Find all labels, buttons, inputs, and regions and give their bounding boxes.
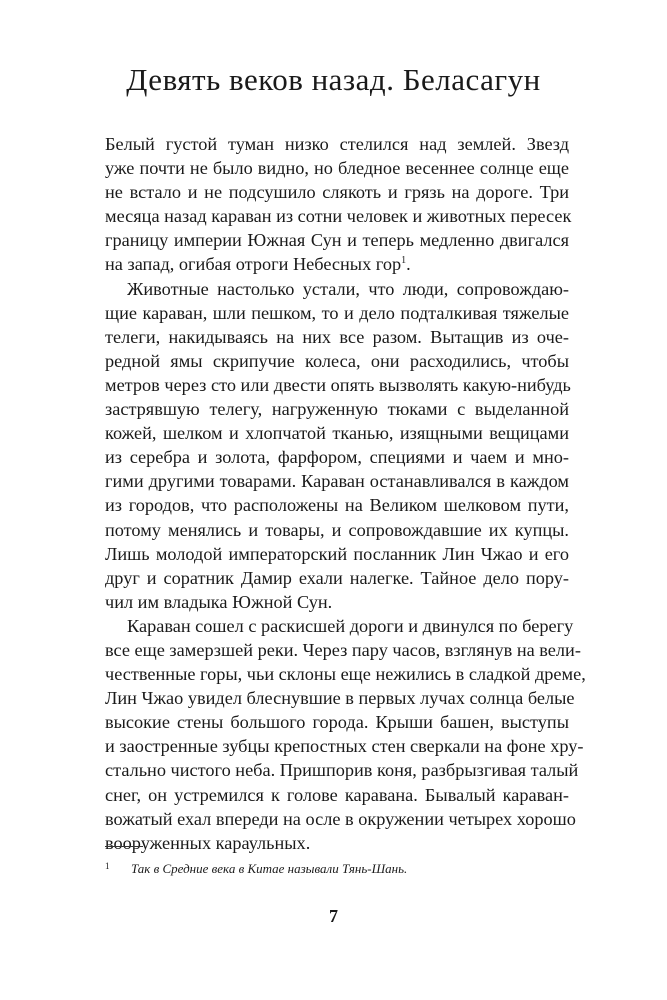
text-line: Белый густой туман низко стелился над землей. Звезд — [105, 134, 569, 154]
text-line-with-footnote — [105, 252, 569, 276]
footnote-number: 1 — [105, 861, 110, 871]
body-text — [105, 132, 586, 855]
paragraph-2 — [105, 277, 569, 614]
text-line: уже почти не было видно, но бледное весеннее солнце еще — [105, 158, 569, 179]
text-line: Лишь молодой императорский посланник Лин Чжао и его — [105, 543, 569, 564]
text-line: редной ямы скрипучие колеса, они расходились, чтобы — [105, 350, 569, 371]
text-line: на запад, огибая отроги Небесных гор — [105, 254, 402, 275]
text-line: чественные горы, чьи склоны еще нежились в сладкой дреме, — [105, 664, 586, 685]
text-line: Лин Чжао увидел блеснувшие в первых лучах солнца белые — [105, 688, 575, 709]
text-line: гими другими товарами. Караван останавливался в каждом — [105, 471, 569, 492]
text-line: чил им владыка Южной Сун. — [105, 591, 333, 612]
text-line: потому менялись и товары, и сопровождавшие их купцы. — [105, 519, 569, 540]
footnote-reference[interactable]: 1 — [401, 255, 407, 267]
chapter-title: Девять веков назад. Беласагун — [126, 62, 541, 97]
text-line: Животные настолько устали, что люди, сопровождаю- — [127, 278, 569, 299]
text-line: метров через сто или двести опять вызволять какую-нибудь — [105, 374, 571, 395]
footnote-text: Так в Средние века в Китае называли Тянь-Шань. — [131, 861, 408, 876]
paragraph-1 — [105, 132, 572, 277]
text-line: все еще замерзшей реки. Через пару часов, взглянув на вели- — [105, 639, 581, 660]
text-line: и заостренные зубцы крепостных стен сверкали на фоне хру- — [105, 736, 584, 757]
text-line: друг и соратник Дамир ехали налегке. Тайное дело пору- — [105, 567, 569, 588]
text-line: телеги, накидываясь на них все разом. Вытащив из оче- — [105, 326, 569, 347]
text-line: границу империи Южная Сун и теперь медленно двигался — [105, 230, 569, 251]
text-line: щие караван, шли пешком, то и дело подталкивая тяжелые — [105, 302, 569, 323]
page-number: 7 — [329, 906, 338, 926]
text-line: Караван сошел с раскисшей дороги и двинулся по берегу — [127, 615, 574, 636]
text-line: застрявшую телегу, нагруженную тюками с выделанной — [105, 399, 569, 420]
footnote-divider — [105, 846, 143, 847]
sentence-period: . — [406, 254, 411, 275]
footnote — [105, 860, 569, 878]
paragraph-3 — [105, 614, 586, 855]
text-line: кожей, шелком и хлопчатой тканью, изящными вещицами — [105, 423, 569, 444]
text-line: не встало и не подсушило слякоть и грязь на дороге. Три — [105, 182, 569, 203]
text-line: высокие стены большого города. Крыши башен, выступы — [105, 712, 569, 733]
text-line: месяца назад караван из сотни человек и животных пересек — [105, 206, 572, 227]
text-line: снег, он устремился к голове каравана. Бывалый караван- — [105, 784, 569, 805]
text-line: из городов, что расположены на Великом шелковом пути, — [105, 495, 569, 516]
text-line: вооруженных караульных. — [105, 832, 311, 853]
text-line: из серебра и золота, фарфором, специями и чаем и мно- — [105, 447, 569, 468]
text-line: вожатый ехал впереди на осле в окружении четырех хорошо — [105, 808, 576, 829]
text-line: стально чистого неба. Пришпорив коня, разбрызгивая талый — [105, 760, 579, 781]
